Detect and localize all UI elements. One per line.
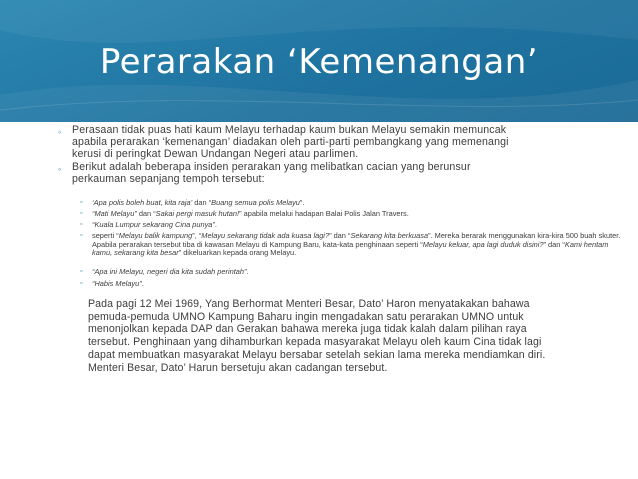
bullet-marker-icon: ◦ — [58, 127, 62, 137]
quoted-slur-text: “Habis Melayu” — [92, 279, 142, 288]
sub-bullet-marker-icon: ▫ — [80, 210, 83, 217]
quoted-slur-text: “Mati Melayu” — [92, 209, 137, 218]
incident-text: ” apabila melalui hadapan Balai Polis Jalan Travers. — [239, 209, 409, 218]
incident-item — [80, 220, 612, 230]
incident-text: ”. Mereka berarak menggunakan kira-kira 500 buah skuter. Apabila perarakan tersebut tiba di kawasan Melayu di Kampung Baru, kata-kata penghinaan seperti “ — [92, 231, 621, 249]
incident-item — [80, 209, 612, 219]
bullet-1-line-1: Perasaan tidak puas hati kaum Melayu terhadap kaum bukan Melayu semakin memuncak — [72, 124, 507, 136]
incident-text: ” dikeluarkan kepada orang Melayu. — [178, 248, 297, 258]
incident-text: . — [141, 279, 144, 288]
bullet-1-line-3: kerusi di peringkat Dewan Undangan Negeri atau parlimen. — [72, 148, 359, 160]
quoted-slur-text: Melayu balik kampung — [118, 231, 193, 240]
sub-bullet-marker-icon: ▫ — [80, 232, 83, 239]
bullet-marker-icon: ◦ — [58, 164, 62, 174]
incident-item — [80, 231, 622, 258]
incident-text: ” dan “ — [329, 231, 351, 240]
incident-item — [80, 198, 612, 208]
slide-title: Perarakan ‘Kemenangan’ — [99, 42, 539, 82]
quoted-slur-text: Melayu sekarang tidak ada kuasa lagi? — [201, 231, 330, 240]
quoted-slur-text: Kami hentam kamu, sekarang kita besar — [92, 239, 609, 258]
incident-text: . — [214, 220, 217, 229]
sub-bullet-marker-icon: ▫ — [80, 280, 83, 287]
bullet-2-line-2: perkauman sepanjang tempoh tersebut: — [72, 173, 265, 185]
incident-text: ”, “ — [192, 231, 202, 240]
incident-text: dan “ — [192, 198, 212, 207]
sub-bullet-marker-icon: ▫ — [80, 221, 83, 228]
bullet-1-line-2: apabila perarakan ‘kemenangan’ diadakan oleh parti-parti pembangkang yang memenangi — [72, 136, 509, 148]
quoted-slur-text: “Kuala Lumpur sekarang Cina punya” — [92, 220, 215, 229]
title-banner — [0, 0, 638, 122]
incident-text: ”. — [299, 198, 305, 207]
bullet-2-line-1: Berikut adalah beberapa insiden perarakan yang melibatkan cacian yang berunsur — [72, 161, 471, 173]
incident-text: ” dan “ — [543, 239, 565, 249]
incident-text: seperti “ — [92, 231, 119, 240]
incident-item — [80, 267, 612, 277]
quoted-slur-text: “Apa ini Melayu, negeri dia kita sudah perintah” — [92, 267, 247, 276]
incident-text: dan “ — [136, 209, 156, 218]
closing-paragraph: Pada pagi 12 Mei 1969, Yang Berhormat Menteri Besar, Dato’ Haron menyatakakan bahawa pemuda-pemuda UMNO Kampung Baharu ingin mengadakan satu perarakan UMNO untuk menonjolkan kepada DAP dan Gerakan bahawa mereka juga tidak kalah dalam pilihan raya tersebut. Penghinaan yang dihamburkan kepada masyarakat Melayu oleh kaum Cina tidak lagi dapat membuatkan masyarakat Melayu bersabar setelah sekian lama mereka mendiamkan diri. Menteri Besar, Dato’ Harun bersetuju akan cadangan tersebut. — [88, 298, 546, 374]
quoted-slur-text: Sakai pergi masuk hutan! — [155, 209, 240, 218]
sub-bullet-marker-icon: ▫ — [80, 268, 83, 275]
quoted-slur-text: Melayu keluar, apa lagi duduk disini? — [422, 239, 544, 249]
incident-item — [80, 279, 612, 289]
quoted-slur-text: ‘Apa polis boleh buat, kita raja’ — [92, 198, 193, 207]
quoted-slur-text: Buang semua polis Melayu — [211, 198, 300, 207]
sub-bullet-marker-icon: ▫ — [80, 199, 83, 206]
incident-text: . — [246, 267, 249, 276]
quoted-slur-text: Sekarang kita berkuasa — [350, 231, 429, 240]
